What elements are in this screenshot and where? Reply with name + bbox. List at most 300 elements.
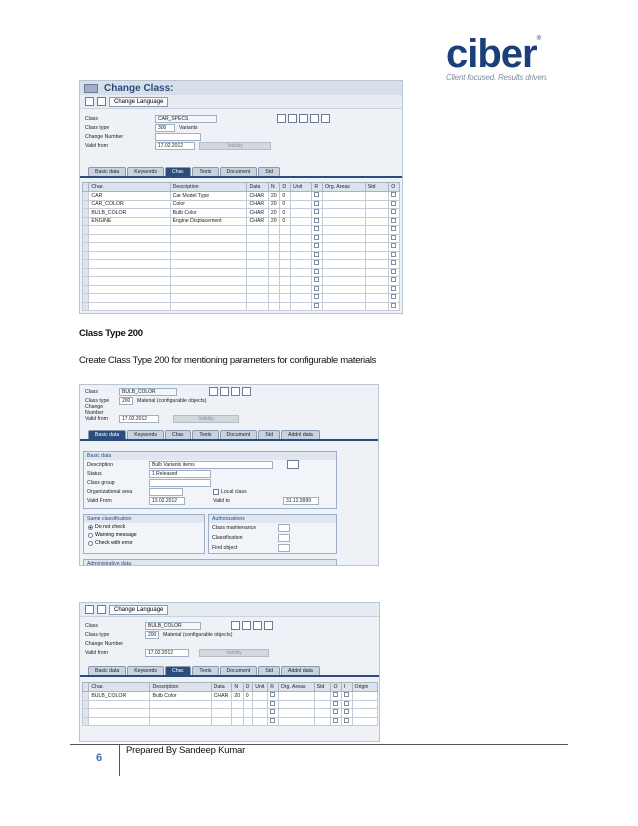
logo-tagline: Client focused. Results driven. [446,73,548,82]
empty-cell[interactable] [268,260,280,269]
create-icon[interactable] [220,387,229,396]
empty-cell[interactable] [314,717,331,726]
r-checkbox-cell[interactable] [312,209,323,218]
table-row-empty[interactable] [83,226,400,235]
empty-cell[interactable] [247,234,268,243]
empty-cell[interactable] [365,285,388,294]
empty-cell[interactable] [352,700,377,709]
checkbox-cell[interactable] [389,234,400,243]
checkbox-cell[interactable] [312,285,323,294]
table-row-empty[interactable] [83,302,400,311]
checkbox-cell[interactable] [342,717,353,726]
col-d: D [243,683,252,692]
empty-cell[interactable] [352,717,377,726]
class-type-row [80,123,402,132]
checkbox-cell[interactable] [312,277,323,286]
delete-icon[interactable] [264,621,273,630]
empty-cell[interactable] [365,302,388,311]
empty-cell[interactable] [365,226,388,235]
empty-cell[interactable] [211,700,232,709]
empty-cell[interactable] [150,709,211,718]
change-number-row [80,405,378,414]
empty-cell[interactable] [243,717,252,726]
table-body [83,192,400,311]
empty-cell[interactable] [232,700,243,709]
checkbox-cell[interactable] [312,260,323,269]
tab-basic-data[interactable]: Basic data [88,430,126,439]
class-row [80,387,378,396]
empty-cell[interactable] [280,294,291,303]
checkbox-cell[interactable] [312,243,323,252]
empty-cell[interactable] [365,260,388,269]
glasses-icon[interactable] [277,114,286,123]
empty-cell[interactable] [247,243,268,252]
valid-from-row [80,648,379,657]
table-row-empty[interactable] [83,260,400,269]
validity-button[interactable]: Validity [199,142,271,150]
empty-cell[interactable] [232,717,243,726]
empty-cell[interactable] [170,251,247,260]
empty-cell[interactable] [247,285,268,294]
empty-cell[interactable] [268,285,280,294]
table-row-empty[interactable] [83,243,400,252]
checkbox-cell[interactable] [331,717,342,726]
empty-cell[interactable] [291,243,312,252]
empty-cell[interactable] [365,294,388,303]
empty-cell[interactable] [278,709,314,718]
checkbox-cell[interactable] [389,302,400,311]
d-cell: 0 [280,192,291,201]
empty-cell[interactable] [268,226,280,235]
checkbox-cell[interactable] [312,251,323,260]
empty-cell[interactable] [365,234,388,243]
empty-cell[interactable] [323,251,366,260]
table-row-empty[interactable] [83,294,400,303]
class-group-select[interactable] [149,479,211,487]
valid-to-label: Valid to [213,497,230,504]
class-type-input[interactable]: 300 [155,124,175,132]
class-row [80,621,379,630]
char-cell[interactable]: BULB_COLOR [89,692,150,701]
checkbox-cell[interactable] [312,226,323,235]
change-number-input[interactable] [155,133,201,141]
empty-cell[interactable] [243,709,252,718]
validity-button[interactable]: Validity [199,649,269,657]
empty-cell[interactable] [280,302,291,311]
copy-icon[interactable] [299,114,308,123]
tab-char[interactable]: Char. [165,430,191,439]
checkbox-cell[interactable] [389,226,400,235]
empty-cell[interactable] [278,717,314,726]
empty-cell[interactable] [280,285,291,294]
tab-document[interactable]: Document [220,430,258,439]
empty-cell[interactable] [170,260,247,269]
empty-cell[interactable] [89,251,170,260]
col-unit: Unit [291,183,312,192]
empty-cell[interactable] [280,268,291,277]
empty-cell[interactable] [170,277,247,286]
empty-cell[interactable] [268,302,280,311]
tab-char[interactable]: Char. [165,666,191,675]
description-cell: Color [170,200,247,209]
auth-row [209,523,336,533]
change-language-button[interactable]: Change Language [109,605,168,615]
change-number-label: Change Number [85,403,104,416]
class-type-description: Material (configurable objects) [137,397,207,404]
checkbox-cell[interactable] [389,285,400,294]
empty-cell[interactable] [291,302,312,311]
description-input[interactable]: Bulb Variants items [149,461,273,469]
empty-cell[interactable] [211,717,232,726]
r-checkbox-cell[interactable] [312,200,323,209]
copy-icon[interactable] [253,621,262,630]
tab-texts[interactable]: Texts [192,167,218,176]
empty-cell[interactable] [323,226,366,235]
auth-class-maintenance-label: Class maintenance [212,525,257,531]
footer-vertical-divider [119,744,120,776]
radio-selected-icon [88,525,93,530]
tab-addnl-data[interactable]: Addnl data [281,666,320,675]
checkbox-cell[interactable] [342,709,353,718]
empty-cell[interactable] [89,226,170,235]
empty-cell[interactable] [170,302,247,311]
empty-cell[interactable] [280,243,291,252]
table-row-empty[interactable] [83,251,400,260]
empty-cell[interactable] [365,243,388,252]
description-row [84,460,336,469]
tab-std[interactable]: Std [258,167,280,176]
create-icon[interactable] [242,621,251,630]
radio-do-not-check[interactable] [84,523,204,531]
checkbox-cell[interactable] [389,251,400,260]
char-cell[interactable]: ENGINE [89,217,170,226]
empty-cell[interactable] [291,285,312,294]
authorizations-group [208,514,337,554]
empty-cell[interactable] [291,260,312,269]
same-classification-group [83,514,205,554]
class-input[interactable]: BULB_COLOR [145,622,201,630]
description-cell: Engine Displacement [170,217,247,226]
empty-cell[interactable] [253,709,268,718]
col-i: I [342,683,353,692]
std-cell [314,692,331,701]
checkbox-cell[interactable] [312,294,323,303]
empty-cell[interactable] [89,294,170,303]
tab-std[interactable]: Std [258,666,280,675]
empty-cell[interactable] [247,302,268,311]
unit-cell [291,200,312,209]
empty-cell[interactable] [150,700,211,709]
empty-cell[interactable] [243,700,252,709]
tab-char[interactable]: Char. [165,167,191,176]
empty-cell[interactable] [247,277,268,286]
empty-cell[interactable] [170,285,247,294]
class-type-input[interactable]: 200 [119,397,133,405]
tab-document[interactable]: Document [220,167,258,176]
r-checkbox-cell[interactable] [268,692,279,701]
change-number-label: Change Number [85,640,124,647]
valid-from-row [80,141,402,150]
o-checkbox-cell[interactable] [389,192,400,201]
o-checkbox-cell[interactable] [389,200,400,209]
table-row[interactable] [83,200,400,209]
auth-find-object-label: Find object [212,545,238,551]
r-checkbox-cell[interactable] [312,192,323,201]
empty-cell[interactable] [170,226,247,235]
class-input[interactable]: BULB_COLOR [119,388,177,396]
empty-cell[interactable] [323,285,366,294]
radio-check-with-error[interactable] [84,539,204,547]
empty-cell[interactable] [89,717,150,726]
col-d: D [280,183,291,192]
empty-cell[interactable] [314,709,331,718]
class-row [80,114,402,123]
empty-cell[interactable] [89,709,150,718]
checkbox-cell[interactable] [268,717,279,726]
other-object-icon[interactable] [97,605,106,614]
tab-document[interactable]: Document [220,666,258,675]
class-label: Class [85,622,98,629]
tab-keywords[interactable]: Keywords [127,666,164,675]
empty-cell[interactable] [247,260,268,269]
tab-addnl-data[interactable]: Addnl data [281,430,320,439]
empty-cell[interactable] [89,285,170,294]
empty-cell[interactable] [323,260,366,269]
checkbox-cell[interactable] [389,268,400,277]
change-language-button[interactable]: Change Language [109,97,168,107]
empty-cell[interactable] [291,268,312,277]
delete-icon[interactable] [310,114,319,123]
checkbox-cell[interactable] [389,243,400,252]
table-row-empty[interactable] [83,285,400,294]
checkbox-cell[interactable] [389,260,400,269]
display-change-icon[interactable] [85,605,94,614]
empty-cell[interactable] [232,709,243,718]
empty-cell[interactable] [323,302,366,311]
long-text-icon[interactable] [287,460,299,469]
empty-cell[interactable] [268,294,280,303]
org-area-input[interactable] [149,488,183,496]
radio-warning-message[interactable] [84,531,204,539]
empty-cell[interactable] [268,251,280,260]
sap-change-class-screenshot [79,80,403,314]
auth-class-maintenance-input[interactable] [278,524,290,532]
change-number-label: Change Number [85,133,124,140]
empty-cell[interactable] [314,700,331,709]
window-title: Change Class: [104,82,174,94]
status-label: Status [87,470,102,477]
checkbox-cell[interactable] [312,234,323,243]
checkbox-cell[interactable] [342,700,353,709]
empty-cell[interactable] [268,268,280,277]
empty-cell[interactable] [211,709,232,718]
valid-from-input[interactable]: 17.02.2012 [119,415,159,423]
characteristics-table [82,682,378,726]
empty-cell[interactable] [323,268,366,277]
checkbox-cell[interactable] [312,268,323,277]
empty-cell[interactable] [89,234,170,243]
empty-cell[interactable] [170,234,247,243]
class-type-input[interactable]: 200 [145,631,159,639]
tab-keywords[interactable]: Keywords [127,167,164,176]
unit-cell [291,217,312,226]
document-icon[interactable] [321,114,330,123]
local-class-checkbox[interactable] [213,489,219,495]
checkbox-cell[interactable] [331,709,342,718]
empty-cell[interactable] [365,251,388,260]
empty-cell[interactable] [280,234,291,243]
empty-cell[interactable] [253,700,268,709]
empty-cell[interactable] [280,251,291,260]
table-row-empty[interactable] [83,700,378,709]
table-row-empty[interactable] [83,709,378,718]
valid-from-input[interactable]: 17.02.2012 [155,142,195,150]
unit-cell [253,692,268,701]
std-cell [365,209,388,218]
char-cell[interactable]: BULB_COLOR [89,209,170,218]
checkbox-cell[interactable] [389,294,400,303]
empty-cell[interactable] [170,243,247,252]
o-checkbox-cell[interactable] [389,217,400,226]
origin-cell [352,692,377,701]
empty-cell[interactable] [170,294,247,303]
class-group-label: Class group [87,479,115,486]
r-checkbox-cell[interactable] [312,217,323,226]
table-row-empty[interactable] [83,717,378,726]
valid-to-input[interactable]: 31.12.9999 [283,497,319,505]
col-data: Data [247,183,268,192]
empty-cell[interactable] [280,226,291,235]
other-object-icon[interactable] [97,97,106,106]
o-checkbox-cell[interactable] [331,692,342,701]
empty-cell[interactable] [247,251,268,260]
application-toolbar [80,95,402,109]
empty-cell[interactable] [89,277,170,286]
class-type-row [80,630,379,639]
section-paragraph: Create Class Type 200 for mentioning parameters for configurable materials [79,355,377,366]
empty-cell[interactable] [89,260,170,269]
empty-cell[interactable] [89,268,170,277]
auth-row [209,543,336,553]
valid-from-row [80,414,378,423]
class-toolbar-icons [209,387,251,396]
basic-data-group [83,451,337,509]
tab-strip [80,167,402,178]
tab-texts[interactable]: Texts [192,430,218,439]
menu-icon[interactable] [84,84,98,93]
validity-button[interactable]: Validity [173,415,239,423]
o-checkbox-cell[interactable] [389,209,400,218]
table-row-empty[interactable] [83,234,400,243]
empty-cell[interactable] [291,226,312,235]
empty-cell[interactable] [247,294,268,303]
auth-find-object-input[interactable] [278,544,290,552]
delete-icon[interactable] [242,387,251,396]
empty-cell[interactable] [150,717,211,726]
checkbox-cell[interactable] [312,302,323,311]
table-row[interactable] [83,192,400,201]
class-input[interactable]: CAR_SPECS [155,115,217,123]
valid-from-input[interactable]: 17.02.2012 [145,649,189,657]
empty-cell[interactable] [89,302,170,311]
create-icon[interactable] [288,114,297,123]
empty-cell[interactable] [291,251,312,260]
class-type-row [80,396,378,405]
status-select[interactable]: 1 Released [149,470,211,478]
empty-cell[interactable] [89,700,150,709]
description-cell: Bulb Color [170,209,247,218]
tab-strip [80,430,378,441]
table-row-empty[interactable] [83,268,400,277]
empty-cell[interactable] [280,277,291,286]
checkbox-cell[interactable] [389,277,400,286]
empty-cell[interactable] [352,709,377,718]
empty-cell[interactable] [268,243,280,252]
empty-cell[interactable] [291,294,312,303]
glasses-icon[interactable] [209,387,218,396]
table-row[interactable] [83,217,400,226]
checkbox-cell[interactable] [268,700,279,709]
auth-classification-input[interactable] [278,534,290,542]
empty-cell[interactable] [89,243,170,252]
empty-cell[interactable] [323,277,366,286]
tab-basic-data[interactable]: Basic data [88,666,126,675]
char-cell[interactable]: CAR [89,192,170,201]
checkbox-cell[interactable] [331,700,342,709]
empty-cell[interactable] [291,234,312,243]
empty-cell[interactable] [268,234,280,243]
empty-cell[interactable] [365,277,388,286]
class-label: Class [85,115,98,122]
empty-cell[interactable] [268,277,280,286]
empty-cell[interactable] [323,243,366,252]
empty-cell[interactable] [247,226,268,235]
std-cell [365,217,388,226]
display-change-icon[interactable] [85,97,94,106]
checkbox-cell[interactable] [268,709,279,718]
empty-cell[interactable] [278,700,314,709]
table-row-empty[interactable] [83,277,400,286]
char-cell[interactable]: CAR_COLOR [89,200,170,209]
empty-cell[interactable] [170,268,247,277]
col-char: Char. [89,183,170,192]
table-row[interactable] [83,692,378,701]
i-checkbox-cell[interactable] [342,692,353,701]
tab-basic-data[interactable]: Basic data [88,167,126,176]
n-cell: 20 [268,200,280,209]
empty-cell[interactable] [291,277,312,286]
empty-cell[interactable] [323,234,366,243]
same-classification-title: Same classification [84,515,204,523]
valid-from-input[interactable]: 13.02.2012 [149,497,185,505]
local-class-label: Local class [221,488,247,495]
col-data: Data [211,683,232,692]
tab-std[interactable]: Std [258,430,280,439]
copy-icon[interactable] [231,387,240,396]
tab-texts[interactable]: Texts [192,666,218,675]
empty-cell[interactable] [247,268,268,277]
empty-cell[interactable] [323,294,366,303]
tab-keywords[interactable]: Keywords [127,430,164,439]
data-type-cell: CHAR [247,200,268,209]
table-row[interactable] [83,209,400,218]
empty-cell[interactable] [365,268,388,277]
empty-cell[interactable] [280,260,291,269]
glasses-icon[interactable] [231,621,240,630]
logo-brand: ciber [446,32,537,76]
col-r: R [312,183,323,192]
empty-cell[interactable] [253,717,268,726]
